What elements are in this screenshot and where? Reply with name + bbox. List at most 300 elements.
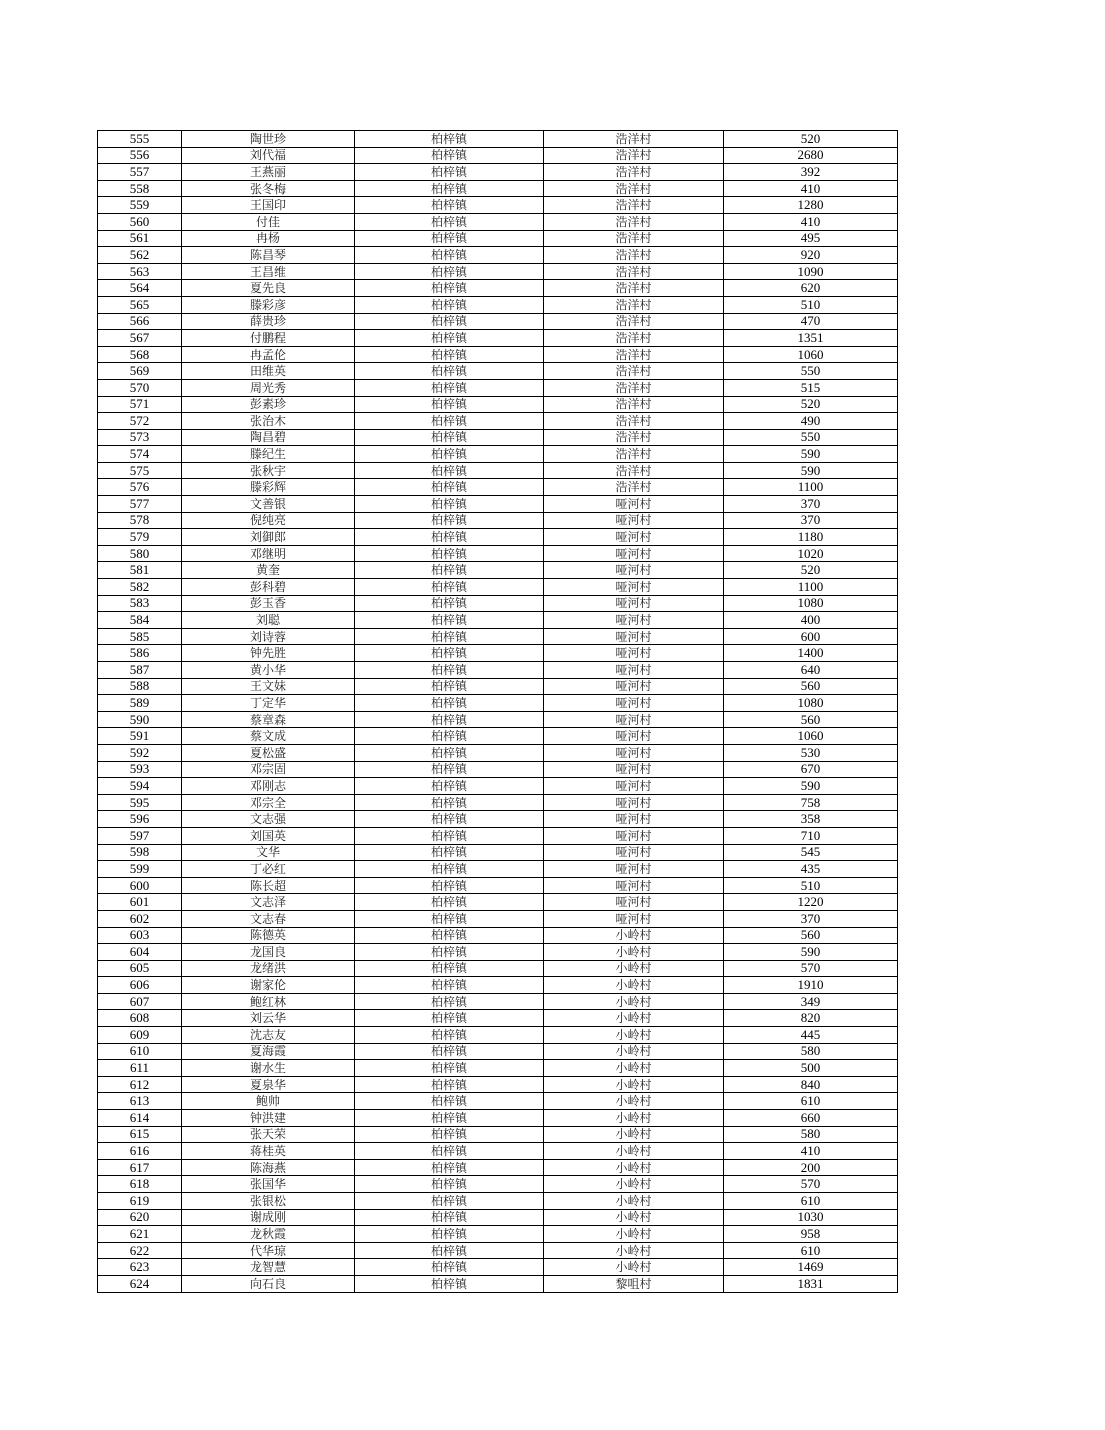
town-cell: 柏梓镇 [355, 330, 544, 347]
table-row [98, 728, 898, 745]
name-cell: 文志强 [182, 811, 355, 828]
amount-cell: 1060 [724, 728, 898, 745]
row-number-cell: 582 [98, 579, 182, 596]
town-cell: 柏梓镇 [355, 827, 544, 844]
village-cell: 哑河村 [544, 811, 724, 828]
name-cell: 谢成刚 [182, 1209, 355, 1226]
town-cell: 柏梓镇 [355, 1275, 544, 1292]
row-number-cell: 583 [98, 595, 182, 612]
name-cell: 冉杨 [182, 230, 355, 247]
name-cell: 冉孟伦 [182, 346, 355, 363]
town-cell: 柏梓镇 [355, 977, 544, 994]
village-cell: 哑河村 [544, 645, 724, 662]
name-cell: 滕彩辉 [182, 479, 355, 496]
table-row [98, 1027, 898, 1044]
village-cell: 哑河村 [544, 711, 724, 728]
table-row [98, 1242, 898, 1259]
amount-cell: 410 [724, 213, 898, 230]
amount-cell: 920 [724, 247, 898, 264]
row-number-cell: 604 [98, 944, 182, 961]
name-cell: 王昌维 [182, 263, 355, 280]
village-cell: 浩洋村 [544, 213, 724, 230]
amount-cell: 600 [724, 628, 898, 645]
table-row [98, 1259, 898, 1276]
table-row [98, 794, 898, 811]
name-cell: 张秋宇 [182, 462, 355, 479]
amount-cell: 410 [724, 1143, 898, 1160]
amount-cell: 550 [724, 429, 898, 446]
amount-cell: 640 [724, 662, 898, 679]
table-row [98, 164, 898, 181]
name-cell: 田维英 [182, 363, 355, 380]
village-cell: 小岭村 [544, 927, 724, 944]
town-cell: 柏梓镇 [355, 529, 544, 546]
name-cell: 谢家伦 [182, 977, 355, 994]
town-cell: 柏梓镇 [355, 1242, 544, 1259]
table-row [98, 180, 898, 197]
village-cell: 哑河村 [544, 744, 724, 761]
row-number-cell: 617 [98, 1159, 182, 1176]
town-cell: 柏梓镇 [355, 429, 544, 446]
row-number-cell: 565 [98, 296, 182, 313]
name-cell: 龙智慧 [182, 1259, 355, 1276]
name-cell: 文志泽 [182, 894, 355, 911]
table-row [98, 1209, 898, 1226]
town-cell: 柏梓镇 [355, 230, 544, 247]
row-number-cell: 602 [98, 910, 182, 927]
amount-cell: 670 [724, 761, 898, 778]
village-cell: 浩洋村 [544, 462, 724, 479]
amount-cell: 840 [724, 1076, 898, 1093]
amount-cell: 500 [724, 1060, 898, 1077]
amount-cell: 435 [724, 861, 898, 878]
town-cell: 柏梓镇 [355, 744, 544, 761]
row-number-cell: 623 [98, 1259, 182, 1276]
village-cell: 小岭村 [544, 1159, 724, 1176]
row-number-cell: 605 [98, 960, 182, 977]
amount-cell: 610 [724, 1093, 898, 1110]
row-number-cell: 611 [98, 1060, 182, 1077]
town-cell: 柏梓镇 [355, 861, 544, 878]
row-number-cell: 579 [98, 529, 182, 546]
amount-cell: 820 [724, 1010, 898, 1027]
name-cell: 邓刚志 [182, 778, 355, 795]
table-row [98, 346, 898, 363]
name-cell: 夏松盛 [182, 744, 355, 761]
village-cell: 浩洋村 [544, 446, 724, 463]
town-cell: 柏梓镇 [355, 413, 544, 430]
name-cell: 夏泉华 [182, 1076, 355, 1093]
row-number-cell: 616 [98, 1143, 182, 1160]
village-cell: 浩洋村 [544, 313, 724, 330]
town-cell: 柏梓镇 [355, 1027, 544, 1044]
village-cell: 小岭村 [544, 1076, 724, 1093]
row-number-cell: 580 [98, 545, 182, 562]
row-number-cell: 592 [98, 744, 182, 761]
name-cell: 邓宗全 [182, 794, 355, 811]
name-cell: 王国印 [182, 197, 355, 214]
name-cell: 夏海霞 [182, 1043, 355, 1060]
town-cell: 柏梓镇 [355, 728, 544, 745]
name-cell: 周光秀 [182, 379, 355, 396]
amount-cell: 590 [724, 462, 898, 479]
table-row [98, 413, 898, 430]
village-cell: 哑河村 [544, 595, 724, 612]
name-cell: 彭科碧 [182, 579, 355, 596]
table-row [98, 512, 898, 529]
table-row [98, 1159, 898, 1176]
village-cell: 黎咀村 [544, 1275, 724, 1292]
row-number-cell: 599 [98, 861, 182, 878]
town-cell: 柏梓镇 [355, 645, 544, 662]
table-row [98, 695, 898, 712]
table-row [98, 429, 898, 446]
amount-cell: 1910 [724, 977, 898, 994]
row-number-cell: 594 [98, 778, 182, 795]
town-cell: 柏梓镇 [355, 595, 544, 612]
town-cell: 柏梓镇 [355, 910, 544, 927]
amount-cell: 358 [724, 811, 898, 828]
table-row [98, 263, 898, 280]
table-row [98, 1093, 898, 1110]
table-row [98, 944, 898, 961]
town-cell: 柏梓镇 [355, 1226, 544, 1243]
town-cell: 柏梓镇 [355, 562, 544, 579]
town-cell: 柏梓镇 [355, 296, 544, 313]
table-row [98, 313, 898, 330]
row-number-cell: 573 [98, 429, 182, 446]
table-row [98, 529, 898, 546]
data-table [97, 130, 898, 1293]
table-row [98, 545, 898, 562]
amount-cell: 1280 [724, 197, 898, 214]
village-cell: 浩洋村 [544, 396, 724, 413]
row-number-cell: 587 [98, 662, 182, 679]
amount-cell: 590 [724, 944, 898, 961]
amount-cell: 510 [724, 877, 898, 894]
amount-cell: 1180 [724, 529, 898, 546]
name-cell: 张银松 [182, 1193, 355, 1210]
amount-cell: 510 [724, 296, 898, 313]
village-cell: 小岭村 [544, 1060, 724, 1077]
name-cell: 龙国良 [182, 944, 355, 961]
row-number-cell: 622 [98, 1242, 182, 1259]
town-cell: 柏梓镇 [355, 545, 544, 562]
amount-cell: 392 [724, 164, 898, 181]
amount-cell: 570 [724, 1176, 898, 1193]
town-cell: 柏梓镇 [355, 711, 544, 728]
village-cell: 哑河村 [544, 579, 724, 596]
amount-cell: 490 [724, 413, 898, 430]
town-cell: 柏梓镇 [355, 1043, 544, 1060]
amount-cell: 400 [724, 612, 898, 629]
row-number-cell: 598 [98, 844, 182, 861]
town-cell: 柏梓镇 [355, 794, 544, 811]
village-cell: 浩洋村 [544, 413, 724, 430]
town-cell: 柏梓镇 [355, 811, 544, 828]
table-row [98, 330, 898, 347]
amount-cell: 410 [724, 180, 898, 197]
town-cell: 柏梓镇 [355, 1060, 544, 1077]
amount-cell: 660 [724, 1110, 898, 1127]
town-cell: 柏梓镇 [355, 131, 544, 148]
village-cell: 哑河村 [544, 844, 724, 861]
row-number-cell: 596 [98, 811, 182, 828]
table-row [98, 744, 898, 761]
town-cell: 柏梓镇 [355, 778, 544, 795]
amount-cell: 445 [724, 1027, 898, 1044]
row-number-cell: 609 [98, 1027, 182, 1044]
row-number-cell: 584 [98, 612, 182, 629]
name-cell: 张冬梅 [182, 180, 355, 197]
name-cell: 钟先胜 [182, 645, 355, 662]
name-cell: 王文妹 [182, 678, 355, 695]
amount-cell: 958 [724, 1226, 898, 1243]
amount-cell: 560 [724, 678, 898, 695]
amount-cell: 560 [724, 711, 898, 728]
town-cell: 柏梓镇 [355, 1159, 544, 1176]
town-cell: 柏梓镇 [355, 263, 544, 280]
name-cell: 刘云华 [182, 1010, 355, 1027]
name-cell: 倪纯亮 [182, 512, 355, 529]
village-cell: 哑河村 [544, 827, 724, 844]
village-cell: 哑河村 [544, 628, 724, 645]
name-cell: 文志春 [182, 910, 355, 927]
village-cell: 小岭村 [544, 960, 724, 977]
town-cell: 柏梓镇 [355, 1193, 544, 1210]
village-cell: 浩洋村 [544, 147, 724, 164]
town-cell: 柏梓镇 [355, 446, 544, 463]
table-row [98, 131, 898, 148]
amount-cell: 1351 [724, 330, 898, 347]
name-cell: 彭素珍 [182, 396, 355, 413]
village-cell: 小岭村 [544, 1110, 724, 1127]
village-cell: 小岭村 [544, 1209, 724, 1226]
village-cell: 浩洋村 [544, 247, 724, 264]
town-cell: 柏梓镇 [355, 164, 544, 181]
amount-cell: 1090 [724, 263, 898, 280]
name-cell: 邓宗固 [182, 761, 355, 778]
town-cell: 柏梓镇 [355, 628, 544, 645]
amount-cell: 520 [724, 131, 898, 148]
row-number-cell: 567 [98, 330, 182, 347]
name-cell: 付佳 [182, 213, 355, 230]
name-cell: 夏先良 [182, 280, 355, 297]
table-row [98, 877, 898, 894]
name-cell: 黄奎 [182, 562, 355, 579]
row-number-cell: 581 [98, 562, 182, 579]
town-cell: 柏梓镇 [355, 396, 544, 413]
name-cell: 钟洪建 [182, 1110, 355, 1127]
table-row [98, 595, 898, 612]
row-number-cell: 576 [98, 479, 182, 496]
town-cell: 柏梓镇 [355, 579, 544, 596]
amount-cell: 610 [724, 1193, 898, 1210]
table-row [98, 811, 898, 828]
village-cell: 小岭村 [544, 993, 724, 1010]
table-row [98, 562, 898, 579]
town-cell: 柏梓镇 [355, 960, 544, 977]
town-cell: 柏梓镇 [355, 877, 544, 894]
row-number-cell: 566 [98, 313, 182, 330]
town-cell: 柏梓镇 [355, 379, 544, 396]
village-cell: 小岭村 [544, 1093, 724, 1110]
town-cell: 柏梓镇 [355, 1143, 544, 1160]
village-cell: 浩洋村 [544, 263, 724, 280]
town-cell: 柏梓镇 [355, 180, 544, 197]
village-cell: 哑河村 [544, 612, 724, 629]
row-number-cell: 557 [98, 164, 182, 181]
table-row [98, 296, 898, 313]
village-cell: 浩洋村 [544, 479, 724, 496]
amount-cell: 620 [724, 280, 898, 297]
table-row [98, 1060, 898, 1077]
town-cell: 柏梓镇 [355, 1093, 544, 1110]
amount-cell: 1100 [724, 479, 898, 496]
town-cell: 柏梓镇 [355, 1259, 544, 1276]
amount-cell: 610 [724, 1242, 898, 1259]
amount-cell: 349 [724, 993, 898, 1010]
amount-cell: 550 [724, 363, 898, 380]
name-cell: 陈长超 [182, 877, 355, 894]
row-number-cell: 620 [98, 1209, 182, 1226]
town-cell: 柏梓镇 [355, 197, 544, 214]
name-cell: 蒋桂英 [182, 1143, 355, 1160]
table-row [98, 1226, 898, 1243]
amount-cell: 1080 [724, 595, 898, 612]
table-row [98, 960, 898, 977]
town-cell: 柏梓镇 [355, 213, 544, 230]
table-row [98, 927, 898, 944]
amount-cell: 200 [724, 1159, 898, 1176]
name-cell: 龙秋霞 [182, 1226, 355, 1243]
table-row [98, 861, 898, 878]
table-row [98, 379, 898, 396]
amount-cell: 1469 [724, 1259, 898, 1276]
table-row [98, 711, 898, 728]
table-row [98, 645, 898, 662]
name-cell: 张天荣 [182, 1126, 355, 1143]
table-row [98, 579, 898, 596]
table-row [98, 628, 898, 645]
table-row [98, 662, 898, 679]
village-cell: 浩洋村 [544, 164, 724, 181]
amount-cell: 545 [724, 844, 898, 861]
village-cell: 小岭村 [544, 1242, 724, 1259]
village-cell: 浩洋村 [544, 197, 724, 214]
amount-cell: 590 [724, 778, 898, 795]
amount-cell: 570 [724, 960, 898, 977]
name-cell: 滕纪生 [182, 446, 355, 463]
village-cell: 哑河村 [544, 545, 724, 562]
village-cell: 浩洋村 [544, 346, 724, 363]
amount-cell: 515 [724, 379, 898, 396]
row-number-cell: 589 [98, 695, 182, 712]
village-cell: 哑河村 [544, 695, 724, 712]
name-cell: 陈德英 [182, 927, 355, 944]
town-cell: 柏梓镇 [355, 247, 544, 264]
table-row [98, 1076, 898, 1093]
village-cell: 小岭村 [544, 1027, 724, 1044]
village-cell: 哑河村 [544, 778, 724, 795]
row-number-cell: 590 [98, 711, 182, 728]
town-cell: 柏梓镇 [355, 612, 544, 629]
amount-cell: 580 [724, 1126, 898, 1143]
table-row [98, 612, 898, 629]
row-number-cell: 575 [98, 462, 182, 479]
row-number-cell: 612 [98, 1076, 182, 1093]
name-cell: 代华琼 [182, 1242, 355, 1259]
table-row [98, 1043, 898, 1060]
row-number-cell: 600 [98, 877, 182, 894]
row-number-cell: 562 [98, 247, 182, 264]
name-cell: 王燕丽 [182, 164, 355, 181]
row-number-cell: 603 [98, 927, 182, 944]
town-cell: 柏梓镇 [355, 313, 544, 330]
village-cell: 浩洋村 [544, 379, 724, 396]
town-cell: 柏梓镇 [355, 927, 544, 944]
amount-cell: 580 [724, 1043, 898, 1060]
village-cell: 哑河村 [544, 562, 724, 579]
name-cell: 刘国英 [182, 827, 355, 844]
town-cell: 柏梓镇 [355, 993, 544, 1010]
name-cell: 谢水生 [182, 1060, 355, 1077]
row-number-cell: 560 [98, 213, 182, 230]
amount-cell: 1831 [724, 1275, 898, 1292]
row-number-cell: 570 [98, 379, 182, 396]
table-row [98, 910, 898, 927]
name-cell: 刘代福 [182, 147, 355, 164]
amount-cell: 495 [724, 230, 898, 247]
town-cell: 柏梓镇 [355, 363, 544, 380]
village-cell: 哑河村 [544, 678, 724, 695]
table-row [98, 363, 898, 380]
amount-cell: 1400 [724, 645, 898, 662]
name-cell: 刘诗蓉 [182, 628, 355, 645]
row-number-cell: 568 [98, 346, 182, 363]
name-cell: 蔡章森 [182, 711, 355, 728]
table-row [98, 247, 898, 264]
table-row [98, 894, 898, 911]
village-cell: 浩洋村 [544, 180, 724, 197]
village-cell: 哑河村 [544, 728, 724, 745]
amount-cell: 1060 [724, 346, 898, 363]
amount-cell: 520 [724, 562, 898, 579]
village-cell: 小岭村 [544, 1126, 724, 1143]
village-cell: 浩洋村 [544, 131, 724, 148]
town-cell: 柏梓镇 [355, 1209, 544, 1226]
village-cell: 小岭村 [544, 1010, 724, 1027]
table-row [98, 678, 898, 695]
town-cell: 柏梓镇 [355, 695, 544, 712]
table-row [98, 479, 898, 496]
row-number-cell: 593 [98, 761, 182, 778]
amount-cell: 560 [724, 927, 898, 944]
town-cell: 柏梓镇 [355, 346, 544, 363]
village-cell: 哑河村 [544, 761, 724, 778]
village-cell: 哑河村 [544, 512, 724, 529]
town-cell: 柏梓镇 [355, 1010, 544, 1027]
name-cell: 沈志友 [182, 1027, 355, 1044]
table-row [98, 1176, 898, 1193]
row-number-cell: 564 [98, 280, 182, 297]
row-number-cell: 597 [98, 827, 182, 844]
village-cell: 小岭村 [544, 977, 724, 994]
town-cell: 柏梓镇 [355, 662, 544, 679]
town-cell: 柏梓镇 [355, 280, 544, 297]
table-row [98, 446, 898, 463]
name-cell: 刘聪 [182, 612, 355, 629]
